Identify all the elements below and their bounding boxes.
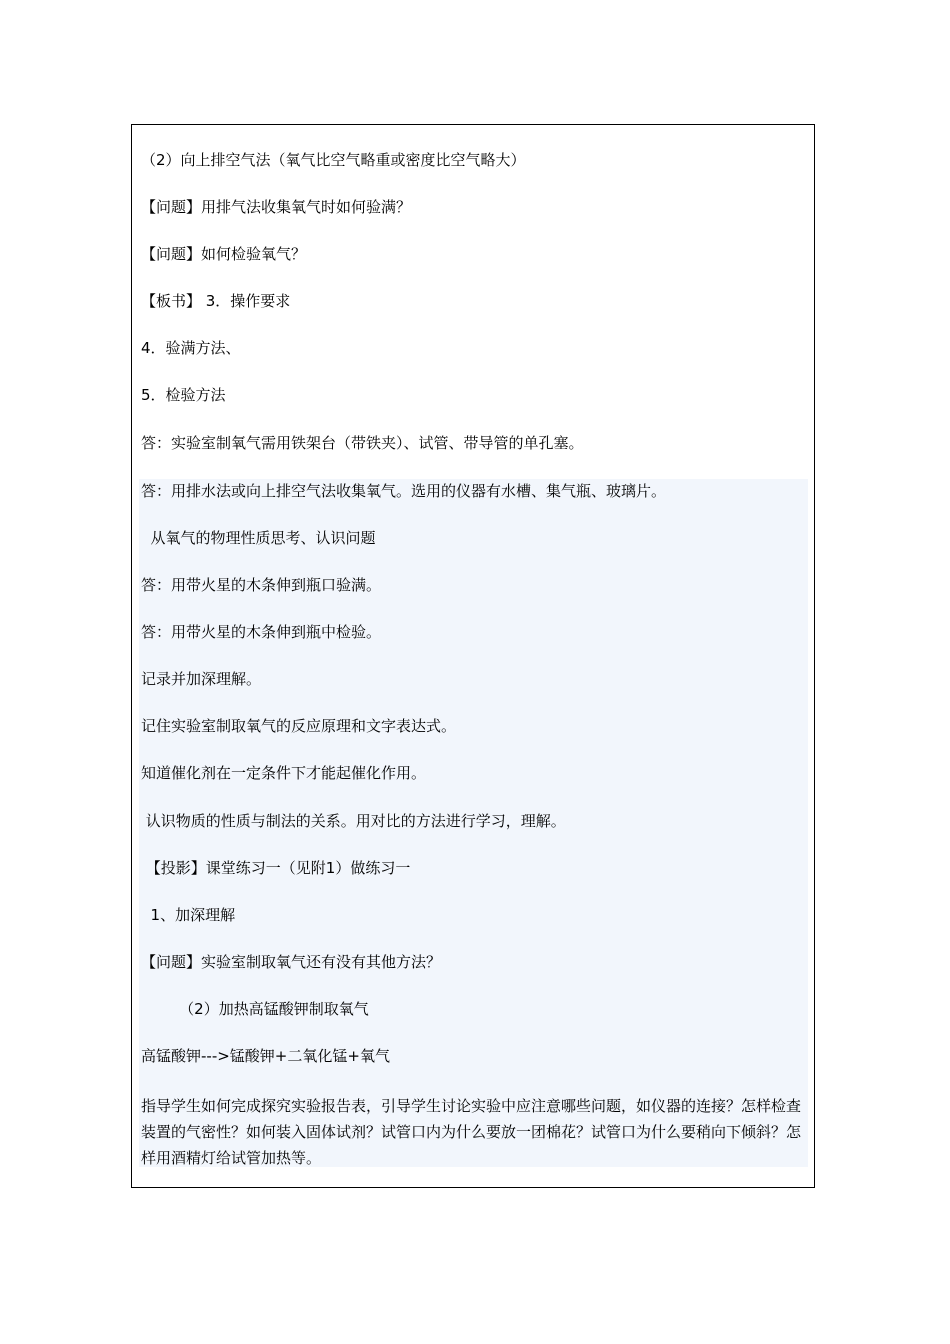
line-answer-verify-mouth: 答：用带火星的木条伸到瓶口验满。 [141, 576, 382, 594]
line-property-method-relation: 认识物质的性质与制法的关系。用对比的方法进行学习，理解。 [141, 812, 566, 830]
line-answer-test-in-bottle: 答：用带火星的木条伸到瓶中检验。 [141, 623, 382, 641]
line-upward-air-method: （2）向上排空气法（氧气比空气略重或密度比空气略大） [141, 151, 526, 169]
line-test-method: 5．检验方法 [141, 386, 226, 404]
paragraph-guidance: 指导学生如何完成探究实验报告表，引导学生讨论实验中应注意哪些问题，如仪器的连接？怎样检查装置的气密性？如何装入固体试剂？试管口内为什么要放一团棉花？试管口为什么要稍向下倾斜？怎样用酒精灯给试管加热等。 [141, 1097, 802, 1167]
line-record-understand: 记录并加深理解。 [141, 670, 262, 688]
line-answer-apparatus: 答：实验室制氧气需用铁架台（带铁夹）、试管、带导管的单孔塞。 [141, 434, 584, 452]
line-question-other-methods: 【问题】实验室制取氧气还有没有其他方法？ [141, 953, 442, 971]
line-remember-principle: 记住实验室制取氧气的反应原理和文字表达式。 [141, 717, 457, 735]
line-question-test-oxygen: 【问题】如何检验氧气？ [141, 245, 307, 263]
line-board-operation: 【板书】 3．操作要求 [141, 292, 291, 310]
line-full-check-method: 4．验满方法、 [141, 339, 241, 357]
line-projection-exercise: 【投影】课堂练习一（见附1）做练习一 [141, 859, 411, 877]
line-physical-properties: 从氧气的物理性质思考、认识问题 [141, 529, 376, 547]
line-question-verify-full: 【问题】用排气法收集氧气时如何验满？ [141, 198, 412, 216]
line-reaction-expression: 高锰酸钾--->锰酸钾+二氧化锰+氧气 [141, 1047, 390, 1065]
line-catalyst: 知道催化剂在一定条件下才能起催化作用。 [141, 764, 427, 782]
line-deepen-understanding: 1、加深理解 [141, 906, 236, 924]
line-heating-permanganate: （2）加热高锰酸钾制取氧气 [141, 1000, 369, 1018]
line-answer-collection: 答：用排水法或向上排空气法收集氧气。选用的仪器有水槽、集气瓶、玻璃片。 [141, 482, 667, 500]
